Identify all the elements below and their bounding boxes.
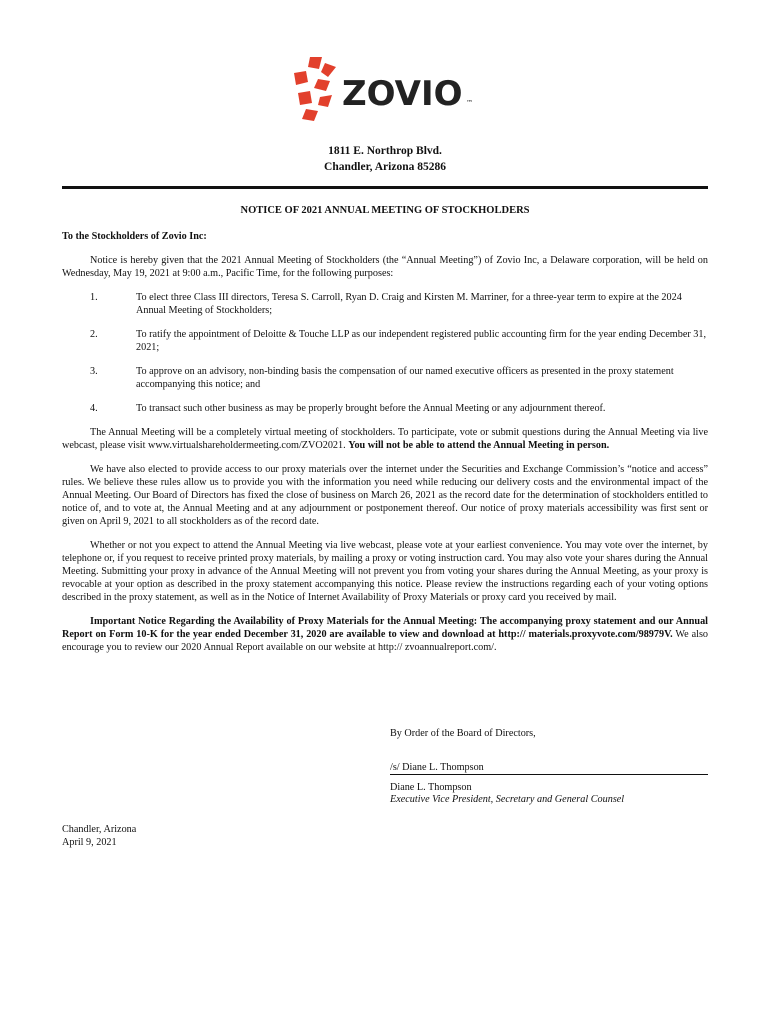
trademark-symbol: ™ <box>466 99 473 107</box>
signature-line <box>390 774 708 775</box>
notice-and-access-paragraph: We have also elected to provide access to our proxy materials over the internet under the Securities and Exchange Commission’s “notice and access” rules. We believe these rules allow us to provide you with the information you need while reducing our delivery costs and the environmental impact of the Annual Meeting. Our Board of Directors has fixed the close of business on March 26, 2021 as the record date for the determination of stockholders entitled to notice of, and to vote at, the Annual Meeting and at any adjournment or postponement thereof. Our notice of proxy materials accessibility was first sent or given on April 9, 2021 to all stockholders as of the record date. <box>62 464 708 527</box>
company-address <box>0 143 770 175</box>
purpose-text: To transact such other business as may be properly brought before the Annual Meeting or any adjournment thereof. <box>136 403 606 414</box>
signer-title: Executive Vice President, Secretary and General Counsel <box>390 794 625 805</box>
intro-paragraph: Notice is hereby given that the 2021 Annual Meeting of Stockholders (the “Annual Meeting”) of Zovio Inc, a Delaware corporation, will be held on Wednesday, May 19, 2021 at 9:00 a.m., Pacific Time, for the following purposes: <box>62 255 708 279</box>
zovio-logo-mark <box>290 55 480 125</box>
purpose-item <box>62 402 708 415</box>
signer-name: Diane L. Thompson <box>390 782 472 793</box>
purpose-number: 4. <box>90 403 98 414</box>
purpose-item <box>62 365 708 391</box>
purpose-text: To approve on an advisory, non-binding basis the compensation of our named executive officers as presented in the proxy statement accompanying this notice; and <box>136 366 674 390</box>
purpose-number: 3. <box>90 366 98 377</box>
salutation: To the Stockholders of Zovio Inc: <box>62 231 207 242</box>
zovio-logo <box>290 55 480 125</box>
logo-wordmark: ZOVIO <box>342 74 463 114</box>
important-notice-text: We also encourage you to review our 2020 Annual Report available on our website at http:// zvoannualreport.com/. <box>62 629 709 653</box>
purpose-text: To ratify the appointment of Deloitte & Touche LLP as our independent registered public accounting firm for the year ending December 31, 2021; <box>136 329 707 353</box>
voting-paragraph: Whether or not you expect to attend the Annual Meeting via live webcast, please vote at your earliest convenience. You may vote over the internet, by telephone or, if you request to receive printed proxy materials, by mailing a proxy or voting instruction card. You may also vote your shares during the Annual Meeting. Submitting your proxy in advance of the Annual Meeting will not prevent you from voting your shares during the Annual Meeting, as your proxy is revocable at your option as described in the proxy statement accompanying this notice. Please review the instructions regarding each of your voting options described in the proxy statement, as well as in the Notice of Internet Availability of Proxy Materials or proxy card you received by mail. <box>62 540 708 603</box>
purpose-number: 2. <box>90 329 98 340</box>
address-line-1: 1811 E. Northrop Blvd. <box>328 145 442 157</box>
notice-body <box>62 230 708 665</box>
header-divider <box>62 186 708 189</box>
virtual-meeting-warning: You will not be able to attend the Annual Meeting in person. <box>348 440 610 451</box>
purpose-text: To elect three Class III directors, Teresa S. Carroll, Ryan D. Craig and Kirsten M. Marriner, for a three-year term to expire at the 2024 Annual Meeting of Stockholders; <box>136 292 682 316</box>
address-line-2: Chandler, Arizona 85286 <box>324 161 446 173</box>
purpose-item <box>62 291 708 317</box>
purpose-item <box>62 328 708 354</box>
place-city: Chandler, Arizona <box>62 824 137 835</box>
place-and-date <box>62 823 136 849</box>
signature-order: By Order of the Board of Directors, <box>390 728 536 739</box>
signature-conformed: /s/ Diane L. Thompson <box>390 762 484 773</box>
important-notice-bold: Important Notice Regarding the Availability of Proxy Materials for the Annual Meeting: The accompanying proxy statement and our Annual Report on Form 10-K for the year ended December 31, 2020 are available to view and download at http:// materials.proxyvote.com/98979V. <box>62 616 708 640</box>
purpose-number: 1. <box>90 292 98 303</box>
virtual-meeting-text: The Annual Meeting will be a completely virtual meeting of stockholders. To participate, vote or submit questions during the Annual Meeting via live webcast, please visit www.virtualshareholdermeeting.com/ZVO2021. <box>62 427 708 451</box>
important-notice-paragraph <box>62 615 708 654</box>
place-date: April 9, 2021 <box>62 837 117 848</box>
virtual-meeting-paragraph <box>62 426 708 452</box>
notice-title: NOTICE OF 2021 ANNUAL MEETING OF STOCKHOLDERS <box>240 205 530 216</box>
